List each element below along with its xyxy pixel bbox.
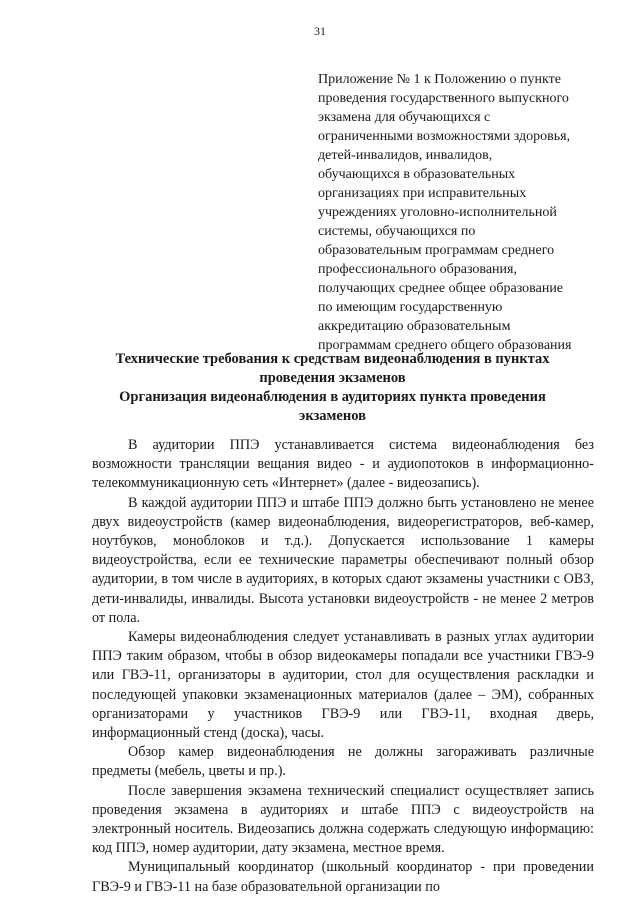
paragraph: Обзор камер видеонаблюдения не должны загораживать различные предметы (мебель, цветы и пр.).: [92, 744, 594, 780]
paragraph: В аудитории ППЭ устанавливается система видеонаблюдения без возможности трансляции вещания видео - и аудиопотоков в информационно-телекоммуникационную сеть «Интернет» (далее - видеозапись).: [92, 437, 594, 492]
paragraph: В каждой аудитории ППЭ и штабе ППЭ должно быть установлено не менее двух видеоустройств (камер видеонаблюдения, видеорегистраторов, веб-камер, ноутбуков, моноблоков и т.д.). Допускается использование 1 камеры видеоустройства, если ее технические параметры обеспечивают полный обзор аудитории, в том числе в аудиториях, в которых сдают экзамены участники с ОВЗ, дети-инвалиды, инвалиды. Высота установки видеоустройств - не менее 2 метров от пола.: [92, 494, 594, 626]
section-headings: [80, 350, 585, 426]
heading-video-organization: Организация видеонаблюдения в аудиториях пункта проведения экзаменов: [119, 389, 546, 424]
paragraph: Камеры видеонаблюдения следует устанавливать в разных углах аудитории ППЭ таким образом, чтобы в обзор видеокамеры попадали все участники ГВЭ-9 или ГВЭ-11, организаторы в аудитории, стол для осуществления раскладки и последующей упаковки экзаменационных материалов (далее – ЭМ), собранных организаторами у участников ГВЭ-9 или ГВЭ-11, входная дверь, информационный стенд (доска), часы.: [92, 629, 594, 742]
page-number: 31: [314, 24, 326, 38]
paragraph: Муниципальный координатор (школьный координатор - при проведении ГВЭ-9 и ГВЭ-11 на базе образовательной организации по: [92, 859, 594, 895]
heading-technical-requirements: Технические требования к средствам видеонаблюдения в пунктах проведения экзаменов: [115, 351, 550, 386]
body-text: [92, 436, 594, 897]
appendix-note: Приложение № 1 к Положению о пункте проведения государственного выпускного экзамена для обучающихся с ограниченными возможностями здоровья, детей-инвалидов, инвалидов, обучающихся в образовательных организациях при исправительных учреждениях уголовно-исполнительной системы, обучающихся по образовательным программам среднего профессионального образования, получающих среднее общее образование по имеющим государственную аккредитацию образовательным программам среднего общего образования: [318, 72, 572, 353]
paragraph: После завершения экзамена технический специалист осуществляет запись проведения экзамена в аудиториях и штабе ППЭ с видеоустройств на электронный носитель. Видеозапись должна содержать следующую информацию: код ППЭ, номер аудитории, дату экзамена, местное время.: [92, 782, 594, 857]
